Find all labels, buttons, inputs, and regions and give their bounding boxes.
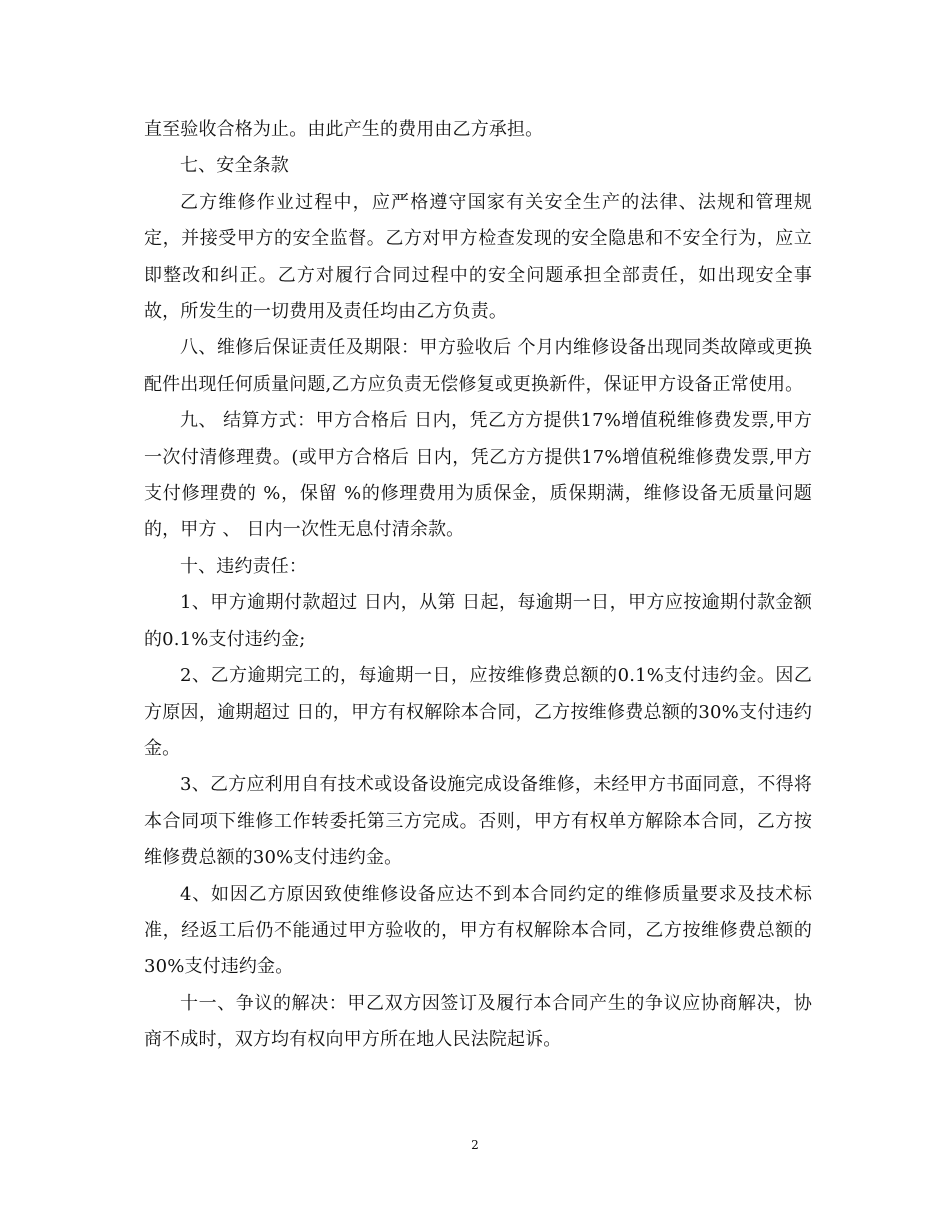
page-number: 2 bbox=[471, 1138, 479, 1152]
paragraph-safety-terms: 乙方维修作业过程中，应严格遵守国家有关安全生产的法律、法规和管理规定，并接受甲方的安全监督。乙方对甲方检查发现的安全隐患和不安全行为，应立即整改和纠正。乙方对履行合同过程中的安全问题承担全部责任，如出现安全事故，所发生的一切费用及责任均由乙方负责。 bbox=[144, 191, 812, 323]
section-heading-safety: 七、安全条款 bbox=[180, 155, 289, 177]
document-body bbox=[144, 112, 812, 1059]
liability-clause-1: 1、甲方逾期付款超过 日内，从第 日起，每逾期一日，甲方应按逾期付款金额的0.1%支付违约金; bbox=[144, 592, 812, 650]
liability-clause-4: 4、如因乙方原因致使维修设备应达不到本合同约定的维修质量要求及技术标准，经返工后仍不能通过甲方验收的，甲方有权解除本合同，乙方按维修费总额的30%支付违约金。 bbox=[144, 883, 812, 978]
section-heading-liability: 十、违约责任： bbox=[180, 555, 308, 577]
paragraph-continuation: 直至验收合格为止。由此产生的费用由乙方承担。 bbox=[144, 119, 544, 140]
liability-clause-3: 3、乙方应利用自有技术或设备设施完成设备维修，未经甲方书面同意，不得将本合同项下维修工作转委托第三方完成。否则，甲方有权单方解除本合同，乙方按维修费总额的30%支付违约金。 bbox=[144, 774, 812, 869]
paragraph-warranty: 八、维修后保证责任及期限：甲方验收后 个月内维修设备出现同类故障或更换配件出现任何质量问题,乙方应负责无偿修复或更换新件，保证甲方设备正常使用。 bbox=[144, 337, 812, 395]
paragraph-settlement: 九、 结算方式：甲方合格后 日内，凭乙方方提供17%增值税维修费发票,甲方一次付清修理费。(或甲方合格后 日内，凭乙方方提供17%增值税维修费发票,甲方支付修理费的 %，保留 %的修理费用为质保金，质保期满，维修设备无质量问题的，甲方 、 日内一次性无息付清余款。 bbox=[144, 410, 812, 541]
paragraph-dispute-resolution: 十一、争议的解决：甲乙双方因签订及履行本合同产生的争议应协商解决，协商不成时，双方均有权向甲方所在地人民法院起诉。 bbox=[144, 992, 812, 1051]
liability-clause-2: 2、乙方逾期完工的，每逾期一日，应按维修费总额的0.1%支付违约金。因乙方原因，逾期超过 日的，甲方有权解除本合同，乙方按维修费总额的30%支付违约金。 bbox=[144, 665, 812, 759]
